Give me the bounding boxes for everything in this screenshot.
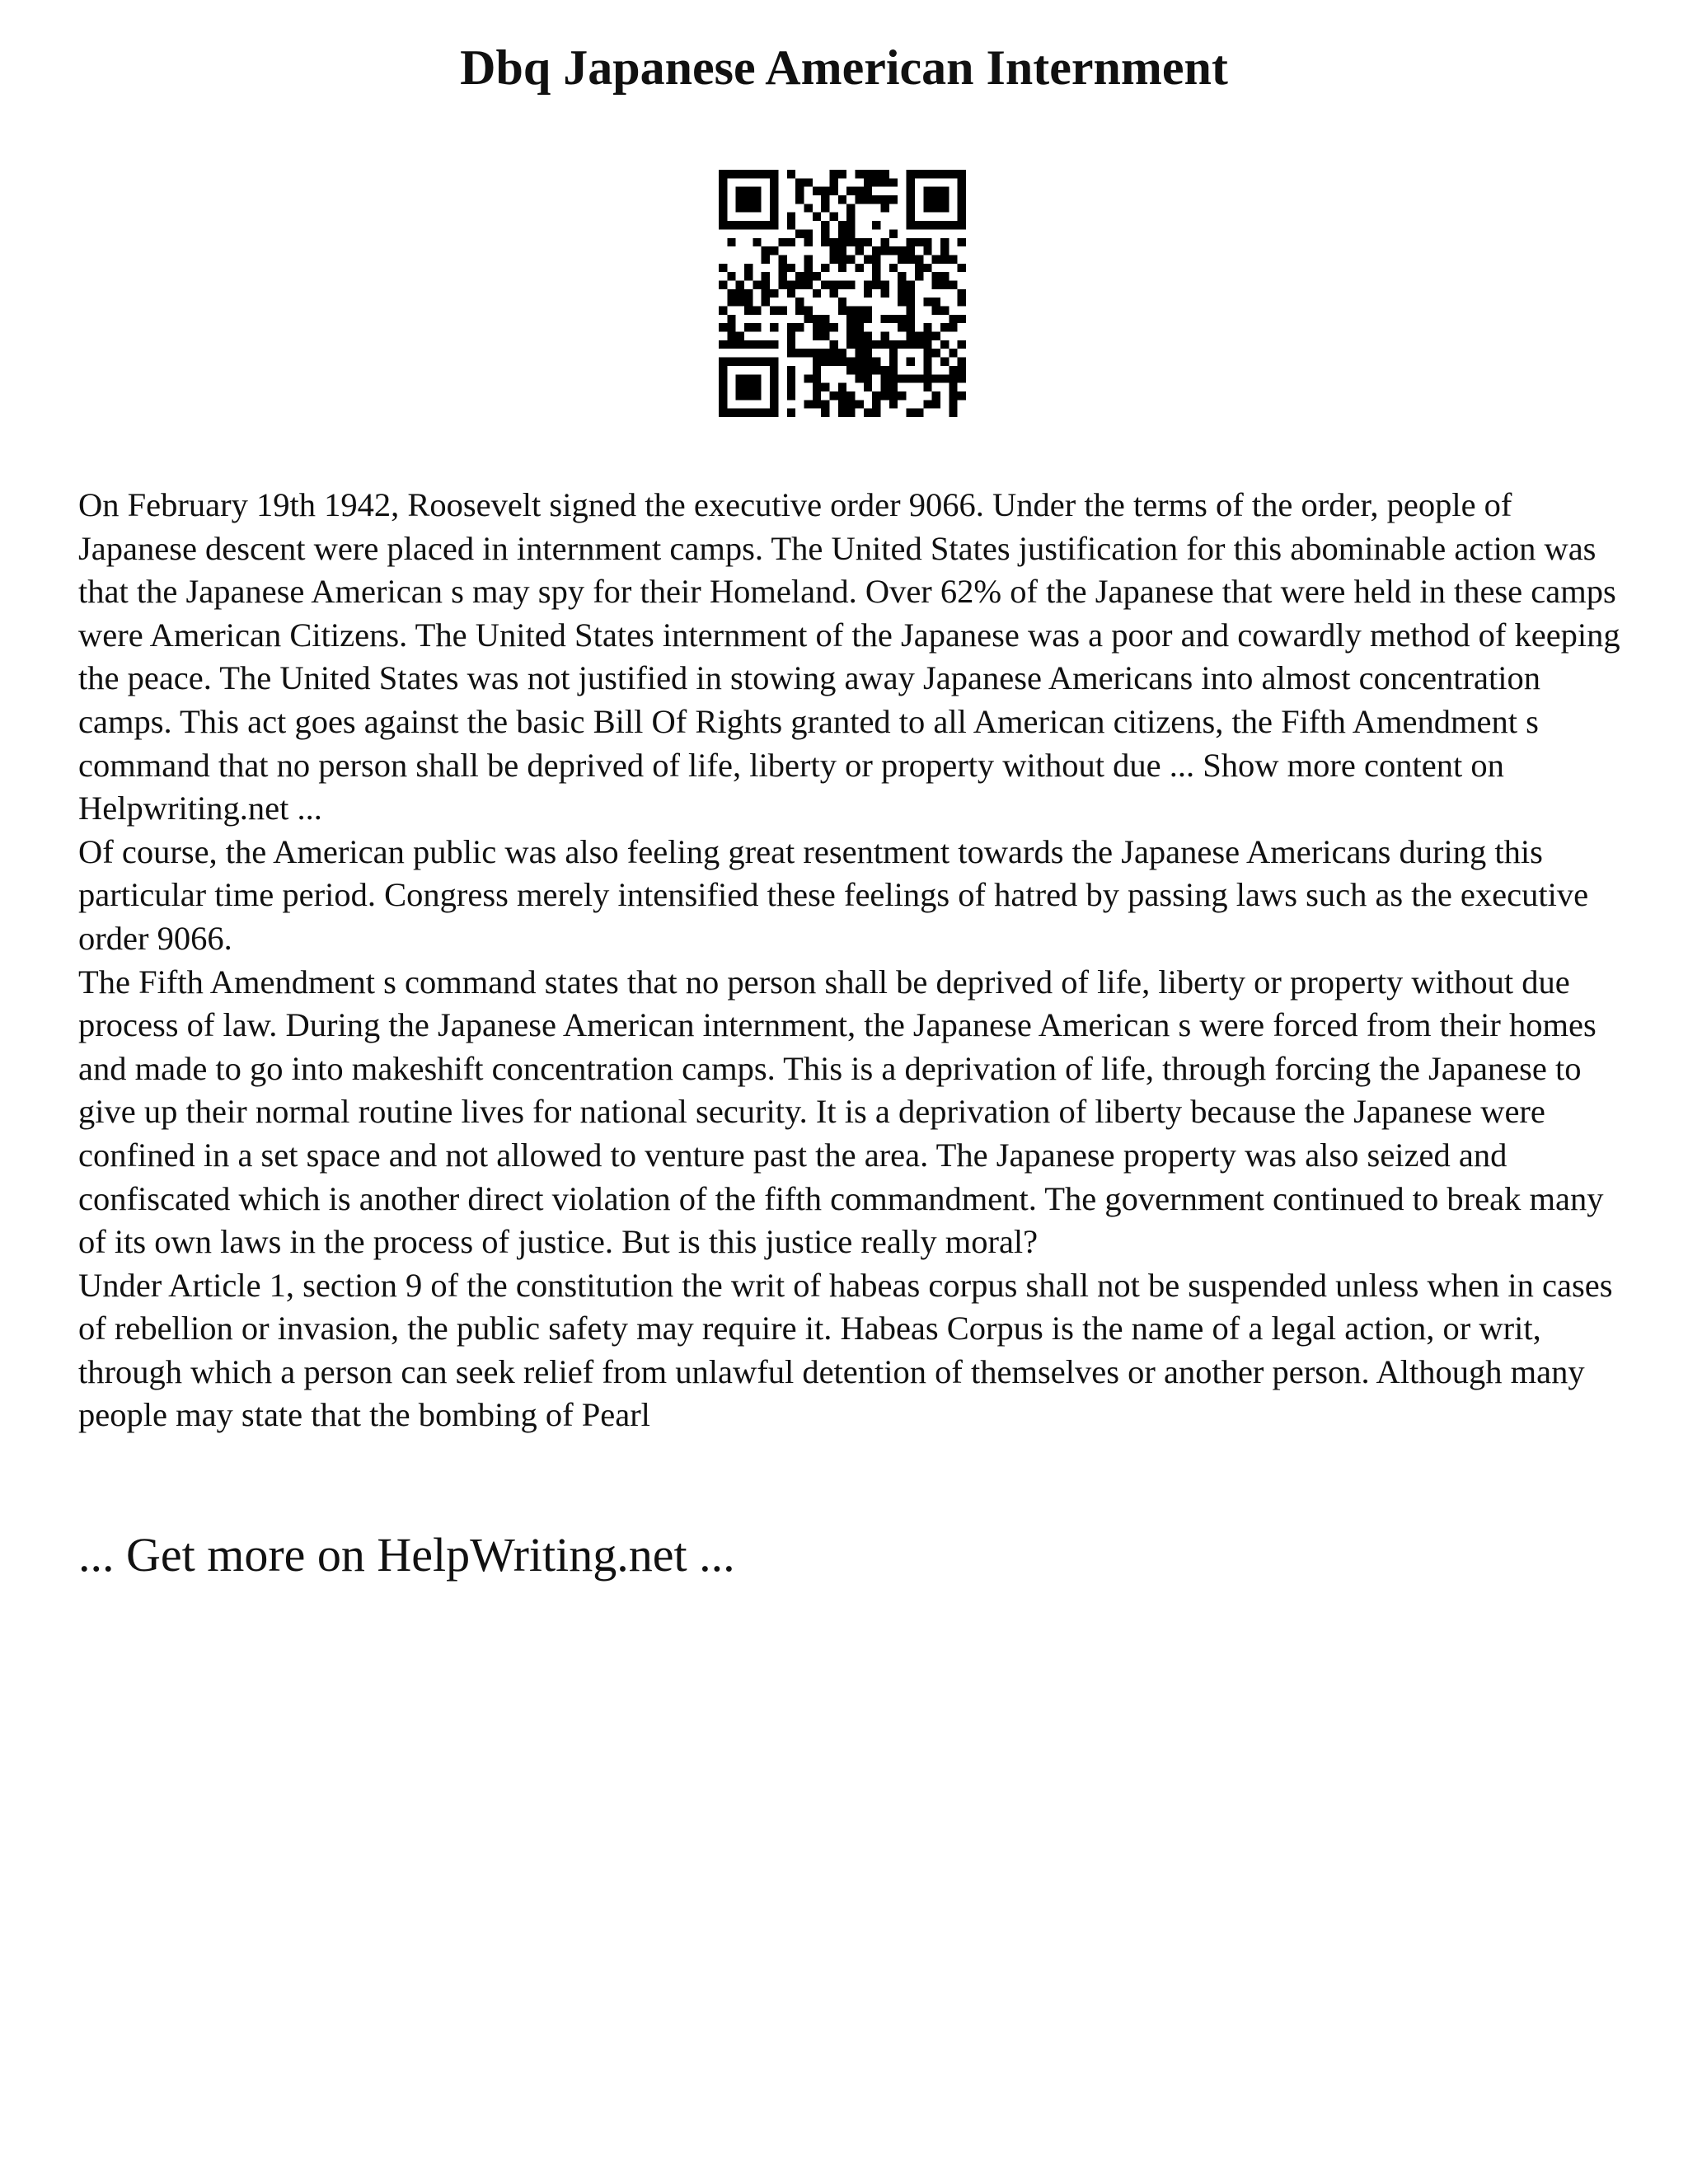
qr-code-graphic xyxy=(719,170,966,417)
get-more-link[interactable]: ... Get more on HelpWriting.net ... xyxy=(78,1528,735,1582)
document-title: Dbq Japanese American Internment xyxy=(460,40,1228,95)
paragraph-2: Of course, the American public was also feeling great resentment towards the Japanese Americans during this particular time period. Congress merely intensified these feelings of hatred by passing laws such as the executive order 9066. xyxy=(78,832,1589,957)
qr-code-icon[interactable] xyxy=(719,170,966,417)
paragraph-4: Under Article 1, section 9 of the constitution the writ of habeas corpus shall not be suspended unless when in cases of rebellion or invasion, the public safety may require it. Habeas Corpus is the name of a legal action, or writ, through which a person can seek relief from unlawful detention of themselves or another person. Although many people may state that the bombing of Pearl xyxy=(78,1266,1613,1434)
paragraph-1: On February 19th 1942, Roosevelt signed the executive order 9066. Under the terms of the order, people of Japanese descent were placed in internment camps. The United States justification for this abominable action was that the Japanese American s may spy for their Homeland. Over 62% of the Japanese that were held in these camps were American Citizens. The United States internment of the Japanese was a poor and cowardly method of keeping the peace. The United States was not justified in stowing away Japanese Americans into almost concentration camps. This act goes against the basic Bill Of Rights granted to all American citizens, the Fifth Amendment s command that no person shall be deprived of life, liberty or property without due ... Show more content on Helpwriting.net ... xyxy=(78,486,1620,827)
paragraph-3: The Fifth Amendment s command states that no person shall be deprived of life, liberty or property without due process of law. During the Japanese American internment, the Japanese American s were forced from their homes and made to go into makeshift concentration camps. This is a deprivation of life, through forcing the Japanese to give up their normal routine lives for national security. It is a deprivation of liberty because the Japanese were confined in a set space and not allowed to venture past the area. The Japanese property was also seized and confiscated which is another direct violation of the fifth commandment. The government continued to break many of its own laws in the process of justice. But is this justice really moral? xyxy=(78,963,1604,1261)
document-body xyxy=(78,484,1628,1437)
